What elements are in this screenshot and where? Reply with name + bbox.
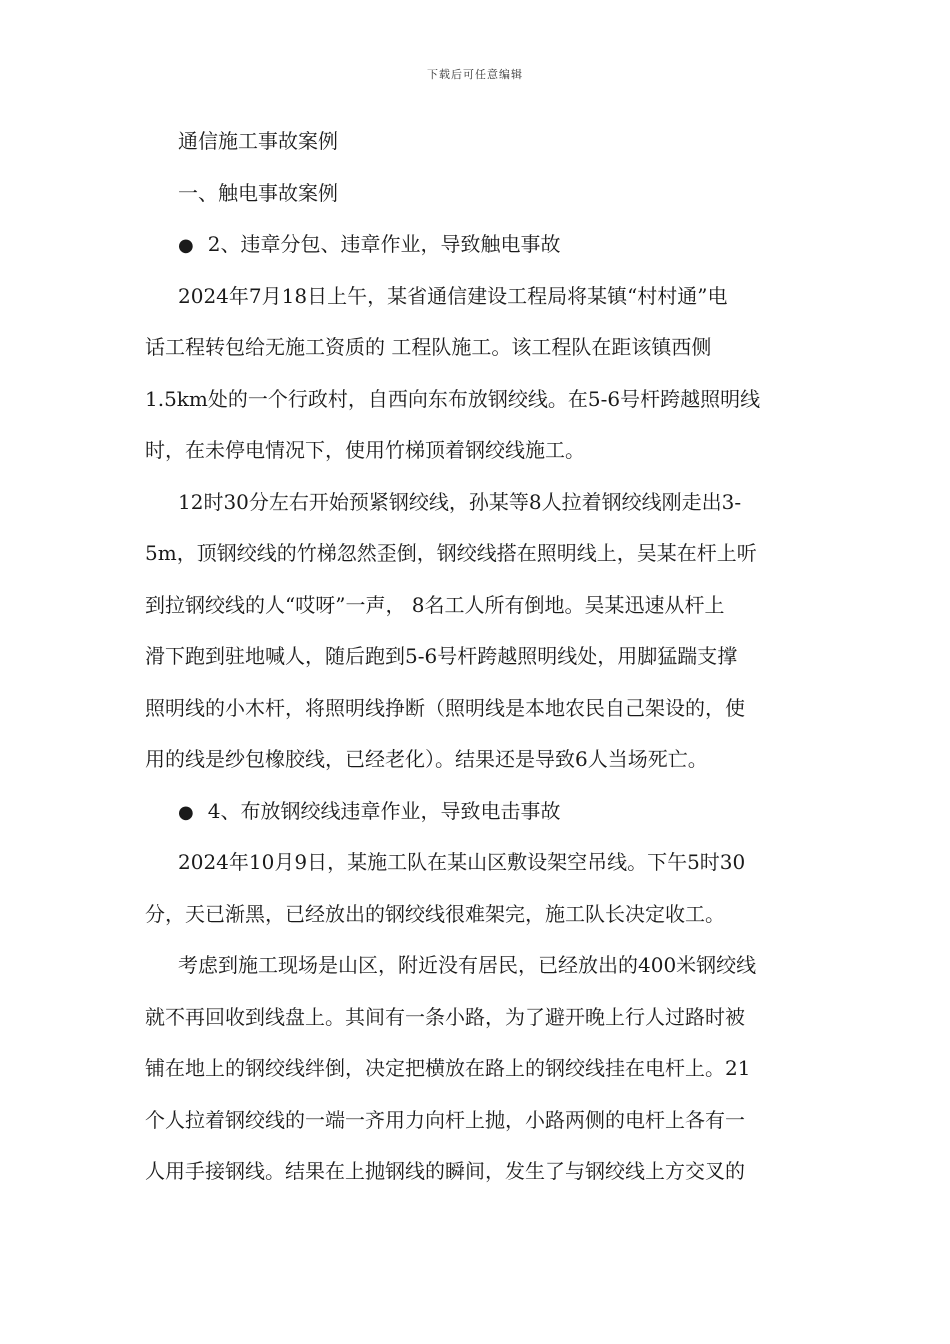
paragraph-line: 2024年7月18日上午，某省通信建设工程局将某镇“村村通”电 — [178, 283, 728, 308]
header-note: 下载后可任意编辑 — [427, 68, 523, 81]
paragraph-line: 1.5km处的一个行政村，自西向东布放钢绞线。在5-6号杆跨越照明线 — [145, 386, 761, 411]
bullet-icon: ● — [178, 801, 194, 823]
paragraph-line: 时，在未停电情况下，使用竹梯顶着钢绞线施工。 — [145, 438, 585, 462]
case-2-heading: 2、违章分包、违章作业，导致触电事故 — [207, 232, 561, 256]
paragraph-line: 2024年10月9日，某施工队在某山区敷设架空吊线。下午5时30 — [178, 850, 746, 874]
paragraph-line: 5m，顶钢绞线的竹梯忽然歪倒，钢绞线搭在照明线上，吴某在杆上听 — [145, 541, 757, 565]
paragraph-line: 照明线的小木杆，将照明线挣断（照明线是本地农民自己架设的，使 — [145, 695, 745, 720]
paragraph-line: 滑下跑到驻地喊人，随后跑到5-6号杆跨越照明线处，用脚猛踹支撑 — [145, 644, 738, 668]
paragraph-line: 用的线是纱包橡胶线，已经老化）。结果还是导致6人当场死亡。 — [145, 747, 708, 771]
case-4-heading: 4、布放钢绞线违章作业，导致电击事故 — [207, 798, 561, 823]
paragraph-line: 个人拉着钢绞线的一端一齐用力向杆上抛，小路两侧的电杆上各有一 — [145, 1107, 745, 1132]
bullet-icon: ● — [178, 235, 194, 256]
paragraph-line: 铺在地上的钢绞线绊倒，决定把横放在路上的钢绞线挂在电杆上。21 — [145, 1056, 751, 1080]
paragraph-line: 到拉钢绞线的人“哎呀”一声， 8名工人所有倒地。吴某迅速从杆上 — [145, 592, 725, 617]
paragraph-line: 人用手接钢线。结果在上抛钢线的瞬间，发生了与钢绞线上方交叉的 — [145, 1159, 745, 1183]
paragraph-line: 12时30分左右开始预紧钢绞线，孙某等8人拉着钢绞线刚走出3- — [178, 489, 742, 514]
section-heading: 一、触电事故案例 — [178, 180, 338, 205]
paragraph-line: 考虑到施工现场是山区，附近没有居民，已经放出的400米钢绞线 — [178, 953, 757, 977]
document-title: 通信施工事故案例 — [178, 129, 338, 153]
case-4-heading-line — [145, 786, 807, 838]
paragraph-line: 分，天已渐黑，已经放出的钢绞线很难架完，施工队长决定收工。 — [145, 901, 725, 926]
paragraph-line: 就不再回收到线盘上。其间有一条小路，为了避开晚上行人过路时被 — [145, 1004, 745, 1029]
document-body — [145, 116, 807, 1198]
case-2-heading-line — [145, 219, 807, 271]
paragraph-line: 话工程转包给无施工资质的 工程队施工。该工程队在距该镇西侧 — [145, 335, 712, 359]
